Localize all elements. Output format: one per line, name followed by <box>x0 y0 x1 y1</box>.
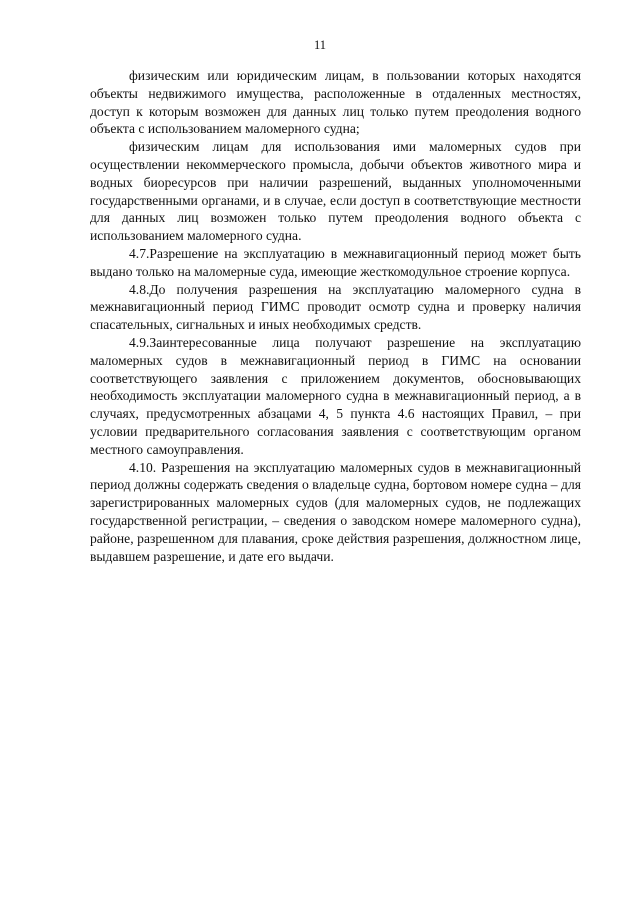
paragraph-individuals-clause: физическим лицам для использования ими маломерных судов при осуществлении некоммерческого промысла, добычи объектов животного мира и водных биоресурсов при наличии разрешений, выданных уполномоченными государственными органами, и в случае, если доступ в соответствующие местности для данных лиц возможен только путем преодоления водного объекта с использованием маломерного судна. <box>90 139 581 244</box>
page-number: 11 <box>313 38 327 52</box>
paragraph-legal-entities-clause: физическим или юридическим лицам, в пользовании которых находятся объекты недвижимого имущества, расположенные в отдаленных местностях, доступ к которым возможен для данных лиц только путем преодоления водного объекта с использованием маломерного судна; <box>90 68 581 137</box>
paragraph-4-9: 4.9.Заинтересованные лица получают разрешение на эксплуатацию маломерных судов в межнавигационный период в ГИМС на основании соответствующего заявления с приложением документов, обосновывающих необходимость эксплуатации маломерного судна в межнавигационный период, а в случаях, предусмотренных абзацами 4, 5 пункта 4.6 настоящих Правил, – при условии предварительного согласования заявления с соответствующим органом местного самоуправления. <box>90 334 581 457</box>
paragraph-4-7: 4.7.Разрешение на эксплуатацию в межнавигационный период может быть выдано только на маломерные суда, имеющие жесткомодульное строение корпуса. <box>90 245 581 279</box>
document-body <box>90 67 581 565</box>
paragraph-4-8: 4.8.До получения разрешения на эксплуатацию маломерного судна в межнавигационный период ГИМС проводит осмотр судна и проверку наличия спасательных, сигнальных и иных необходимых средств. <box>90 281 581 333</box>
paragraph-4-10: 4.10. Разрешения на эксплуатацию маломерных судов в межнавигационный период должны содержать сведения о владельце судна, бортовом номере судна – для зарегистрированных маломерных судов (для маломерных судов, не подлежащих государственной регистрации, – сведения о заводском номере маломерного судна), районе, разрешенном для плавания, сроке действия разрешения, должностном лице, выдавшем разрешение, и дате его выдачи. <box>90 459 581 564</box>
